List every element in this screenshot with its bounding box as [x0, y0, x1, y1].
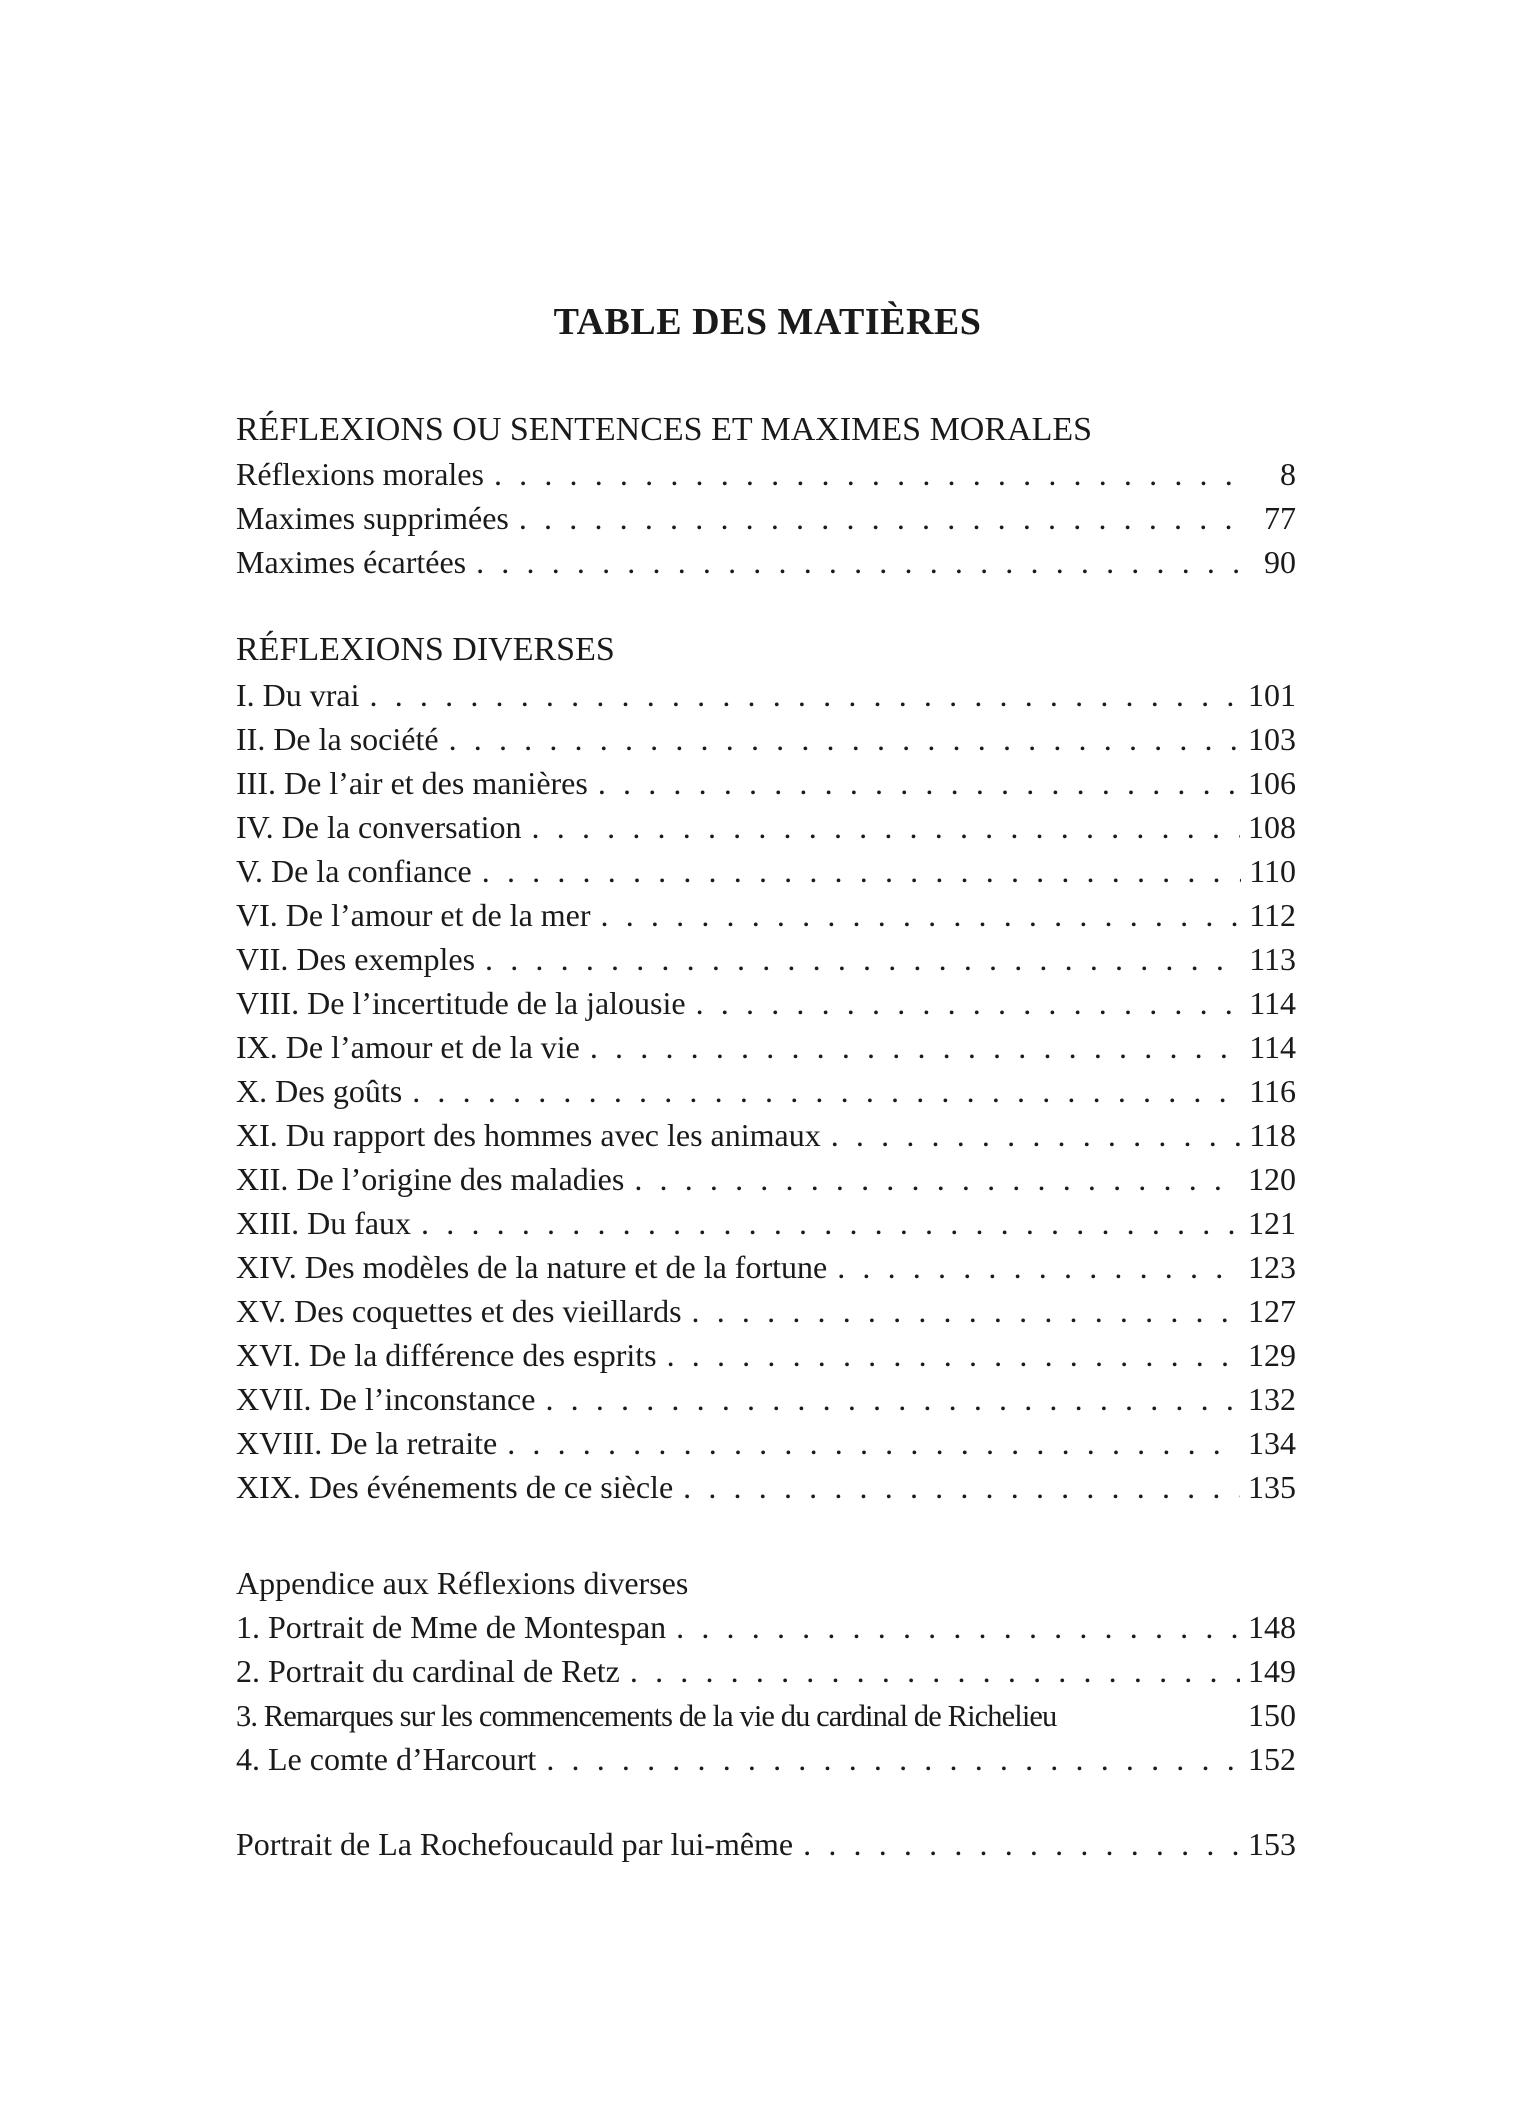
toc-entry[interactable] [236, 496, 1296, 540]
toc-entry[interactable] [236, 1737, 1296, 1781]
dot-leader [421, 1201, 1240, 1245]
toc-entry[interactable] [236, 1069, 1296, 1113]
toc-entry-label: Maximes supprimées [236, 500, 509, 536]
subsection-heading-appendice: Appendice aux Réflexions diverses [236, 1565, 689, 1601]
toc-entry[interactable] [236, 452, 1296, 496]
dot-leader [634, 1157, 1240, 1201]
dot-leader [683, 1465, 1240, 1509]
toc-entry-page: 114 [1249, 1029, 1296, 1065]
toc-entry[interactable] [236, 937, 1296, 981]
toc-entry[interactable] [236, 849, 1296, 893]
toc-entry-page: 110 [1249, 853, 1296, 889]
toc-entry-page: 106 [1248, 765, 1296, 801]
toc-entry-label: 2. Portrait du cardinal de Retz [236, 1653, 620, 1689]
toc-entry-page: 114 [1249, 985, 1296, 1021]
toc-entry-label: XII. De l’origine des maladies [236, 1161, 625, 1197]
toc-entry-page: 153 [1248, 1826, 1296, 1862]
dot-leader [532, 805, 1240, 849]
toc-entry-page: 135 [1248, 1469, 1296, 1505]
toc-entry[interactable] [236, 761, 1296, 805]
dot-leader [545, 1377, 1240, 1421]
toc-entry-label: XIX. Des événements de ce siècle [236, 1469, 674, 1505]
section-heading-reflexions-diverses: RÉFLEXIONS DIVERSES [236, 631, 615, 668]
toc-entry-page: 77 [1264, 500, 1296, 536]
toc-entry-page: 149 [1248, 1653, 1296, 1689]
dot-leader [482, 849, 1241, 893]
toc-entry-label: II. De la société [236, 721, 439, 757]
toc-entry-label: XVIII. De la retraite [236, 1425, 498, 1461]
dot-leader [494, 452, 1248, 496]
toc-entry[interactable] [236, 717, 1296, 761]
toc-entry-label: VI. De l’amour et de la mer [236, 897, 591, 933]
dot-leader [546, 1737, 1240, 1781]
section-heading-reflexions-maximes: RÉFLEXIONS OU SENTENCES ET MAXIMES MORALES [236, 411, 1093, 448]
toc-entry[interactable] [236, 1157, 1296, 1201]
dot-leader [630, 1649, 1240, 1693]
toc-entry-page: 120 [1248, 1161, 1296, 1197]
dot-leader [507, 1421, 1240, 1465]
dot-leader [449, 717, 1240, 761]
toc-entry-label: XIII. Du faux [236, 1205, 412, 1241]
toc-entry-page: 121 [1248, 1205, 1296, 1241]
dot-leader [590, 1025, 1241, 1069]
toc-entry-label: XIV. Des modèles de la nature et de la fortune [236, 1249, 828, 1285]
toc-entry[interactable] [236, 1333, 1296, 1377]
dot-leader [412, 1069, 1241, 1113]
toc-entry[interactable] [236, 805, 1296, 849]
toc-entry[interactable] [236, 1693, 1296, 1737]
dot-leader [837, 1245, 1240, 1289]
toc-entry-page: 118 [1249, 1117, 1296, 1153]
toc-entry-page: 90 [1264, 544, 1296, 580]
toc-entry-label: 4. Le comte d’Harcourt [236, 1741, 537, 1777]
toc-entry-page: 152 [1248, 1741, 1296, 1777]
toc-entry-page: 132 [1248, 1381, 1296, 1417]
toc-entry-label: I. Du vrai [236, 677, 360, 713]
toc-entry-label: Maximes écartées [236, 544, 467, 580]
toc-entry[interactable] [236, 1465, 1296, 1509]
dot-leader [696, 981, 1242, 1025]
toc-entry-page: 113 [1249, 941, 1296, 977]
dot-leader [598, 761, 1240, 805]
toc-entry-page: 101 [1248, 677, 1296, 713]
toc-entry-label: XVI. De la différence des esprits [236, 1337, 657, 1373]
page-title: TABLE DES MATIÈRES [553, 301, 982, 344]
toc-entry[interactable] [236, 1421, 1296, 1465]
toc-entry[interactable] [236, 540, 1296, 584]
dot-leader [692, 1289, 1240, 1333]
dot-leader [476, 540, 1248, 584]
toc-entry[interactable] [236, 1822, 1296, 1866]
dot-leader [601, 893, 1242, 937]
dot-leader [676, 1605, 1240, 1649]
dot-leader [519, 496, 1248, 540]
toc-entry[interactable] [236, 1605, 1296, 1649]
dot-leader [370, 673, 1240, 717]
toc-entry-page: 123 [1248, 1249, 1296, 1285]
toc-entry-label: IX. De l’amour et de la vie [236, 1029, 580, 1065]
toc-entry[interactable] [236, 673, 1296, 717]
dot-leader [831, 1113, 1241, 1157]
toc-entry-page: 116 [1249, 1073, 1296, 1109]
toc-entry-label: Réflexions morales [236, 456, 484, 492]
toc-entry[interactable] [236, 1201, 1296, 1245]
toc-entry-label: XI. Du rapport des hommes avec les animaux [236, 1117, 821, 1153]
toc-entry-page: 8 [1280, 456, 1296, 492]
toc-entry-page: 148 [1248, 1609, 1296, 1645]
toc-entry[interactable] [236, 1025, 1296, 1069]
toc-entry-label: VII. Des exemples [236, 941, 476, 977]
dot-leader [667, 1333, 1240, 1377]
toc-entry-page: 108 [1248, 809, 1296, 845]
toc-entry[interactable] [236, 1245, 1296, 1289]
toc-entry-page: 127 [1248, 1293, 1296, 1329]
toc-entry[interactable] [236, 1289, 1296, 1333]
toc-entry-label: 1. Portrait de Mme de Montespan [236, 1609, 667, 1645]
toc-entry-page: 103 [1248, 721, 1296, 757]
dot-leader [485, 937, 1241, 981]
toc-entry-page: 134 [1248, 1425, 1296, 1461]
toc-entry-label: VIII. De l’incertitude de la jalousie [236, 985, 686, 1021]
toc-entry-page: 129 [1248, 1337, 1296, 1373]
toc-entry-label: X. Des goûts [236, 1073, 403, 1109]
toc-entry-label: 3. Remarques sur les commencements de la vie du cardinal de Richelieu [236, 1699, 1057, 1733]
dot-leader [803, 1822, 1240, 1866]
toc-entry[interactable] [236, 1649, 1296, 1693]
toc-entry[interactable] [236, 1377, 1296, 1421]
toc-entry-label: III. De l’air et des manières [236, 765, 588, 801]
toc-entry-label: XV. Des coquettes et des vieillards [236, 1293, 682, 1329]
toc-entry[interactable] [236, 1113, 1296, 1157]
toc-entry-page: 112 [1249, 897, 1296, 933]
toc-entry-label: V. De la confiance [236, 853, 472, 889]
toc-entry-page: 150 [1248, 1697, 1296, 1733]
toc-entry-label: XVII. De l’inconstance [236, 1381, 536, 1417]
toc-entry-label: Portrait de La Rochefoucauld par lui-même [236, 1826, 794, 1862]
toc-entry-label: IV. De la conversation [236, 809, 522, 845]
toc-entry[interactable] [236, 893, 1296, 937]
toc-entry[interactable] [236, 981, 1296, 1025]
